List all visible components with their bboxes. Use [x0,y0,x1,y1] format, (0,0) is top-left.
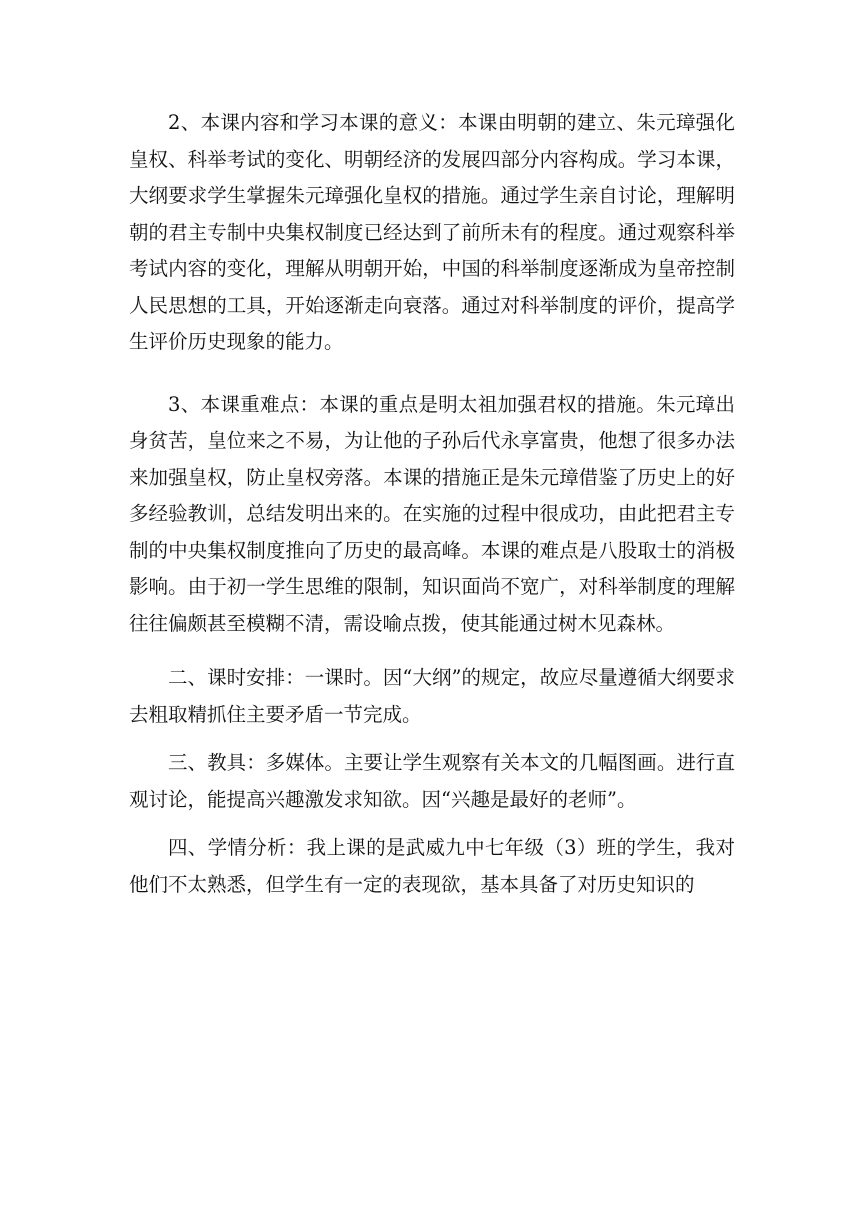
paragraph-teaching-aids: 三、教具：多媒体。主要让学生观察有关本文的几幅图画。进行直观讨论，能提高兴趣激发求知欲。因“兴趣是最好的老师”。 [129,751,735,811]
paragraph-lesson-significance: 2、本课内容和学习本课的意义：本课由明朝的建立、朱元璋强化皇权、科举考试的变化、明朝经济的发展四部分内容构成。学习本课，大纲要求学生掌握朱元璋强化皇权的措施。通过学生亲自讨论，理解明朝的君主专制中央集权制度已经达到了前所未有的程度。通过观察科举考试内容的变化，理解从明朝开始，中国的科举制度逐渐成为皇帝控制人民思想的工具，开始逐渐走向衰落。通过对科举制度的评价，提高学生评价历史现象的能力。 [129,111,735,353]
paragraph-class-hours: 二、课时安排：一课时。因“大纲”的规定，故应尽量遵循大纲要求去粗取精抓住主要矛盾一节完成。 [129,666,735,726]
paragraph-student-analysis: 四、学情分析：我上课的是武威九中七年级（3）班的学生，我对他们不太熟悉，但学生有一定的表现欲，基本具备了对历史知识的 [129,836,735,896]
paragraph-key-difficulties: 3、本课重难点：本课的重点是明太祖加强君权的措施。朱元璋出身贫苦，皇位来之不易，为让他的子孙后代永享富贵，他想了很多办法来加强皇权，防止皇权旁落。本课的措施正是朱元璋借鉴了历史上的好多经验教训，总结发明出来的。在实施的过程中很成功，由此把君主专制的中央集权制度推向了历史的最高峰。本课的难点是八股取士的消极影响。由于初一学生思维的限制，知识面尚不宽广，对科举制度的理解往往偏颇甚至模糊不清，需设喻点拨，使其能通过树木见森林。 [129,392,735,635]
